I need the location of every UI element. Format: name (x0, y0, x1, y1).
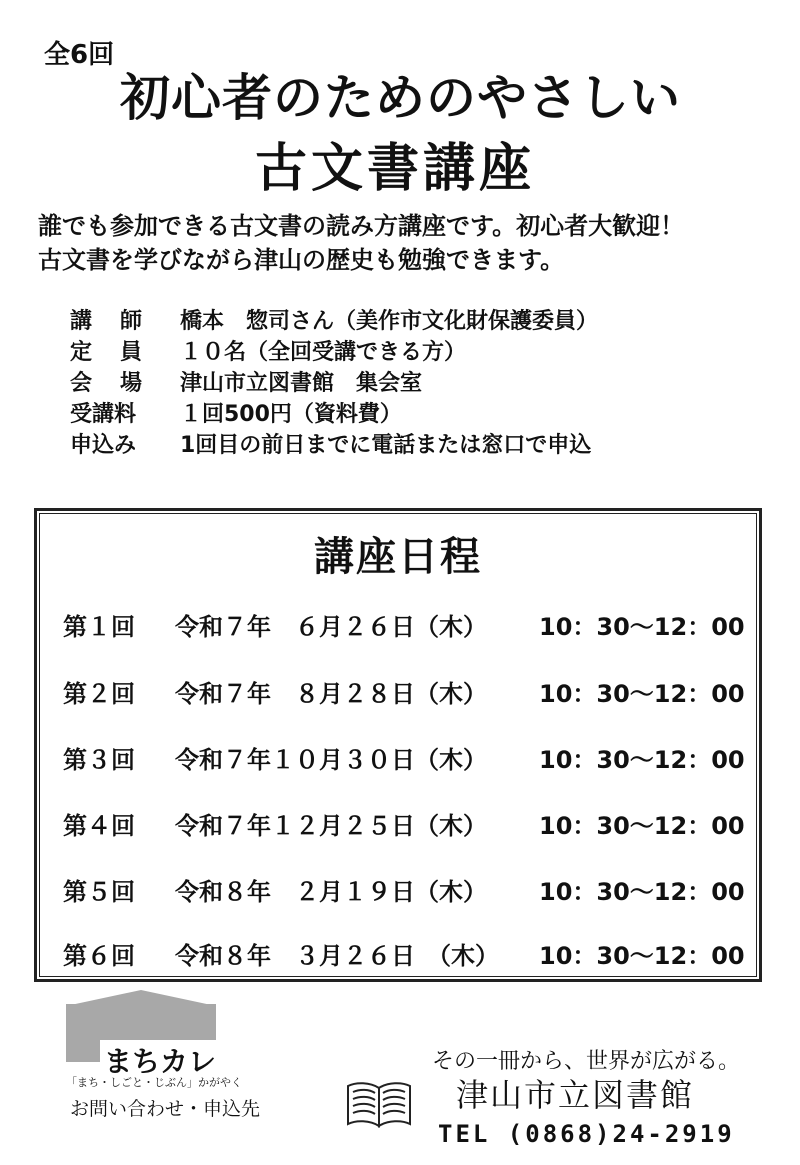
session-number: 第２回 (63, 680, 135, 708)
detail-row-instructor (70, 306, 598, 337)
logo-tagline: 「まち・しごと・じぶん」かがやく (66, 1076, 242, 1089)
course-count: 全6回 (44, 40, 115, 70)
session-date: 令和８年 ３月２６日 （木） (175, 942, 499, 970)
detail-value: 津山市立図書館 集会室 (180, 371, 423, 396)
schedule-row (63, 740, 745, 775)
session-number: 第６回 (63, 942, 135, 970)
detail-key: 会場 (70, 371, 171, 396)
detail-key: 申込み (70, 433, 137, 458)
session-number: 第５回 (63, 878, 135, 906)
session-time: 10：30～12：00 (539, 878, 745, 906)
session-date: 令和７年１２月２５日（木） (175, 812, 487, 840)
library-phone: TEL (0868)24-2919 (438, 1120, 735, 1148)
session-time: 10：30～12：00 (539, 746, 745, 774)
session-number: 第４回 (63, 812, 135, 840)
session-time: 10：30～12：00 (539, 942, 745, 970)
schedule-row (63, 806, 745, 841)
schedule-row (63, 607, 745, 642)
page-subtitle: 古文書講座 (255, 138, 536, 199)
session-date: 令和７年 ６月２６日（木） (175, 613, 487, 641)
schedule-box (34, 508, 762, 982)
session-number: 第１回 (63, 613, 135, 641)
detail-key: 受講料 (70, 402, 137, 427)
detail-row-application (70, 430, 598, 461)
session-time: 10：30～12：00 (539, 812, 745, 840)
detail-key: 定員 (70, 340, 171, 365)
schedule-row (63, 872, 745, 907)
detail-value: １回500円（資料費） (180, 402, 402, 427)
session-date: 令和７年 ８月２８日（木） (175, 680, 487, 708)
session-time: 10：30～12：00 (539, 613, 745, 641)
open-book-icon (344, 1078, 414, 1130)
details-list (70, 306, 598, 461)
page-title: 初心者のためのやさしい (120, 68, 681, 127)
logo-text: まちカレ (100, 1040, 220, 1080)
schedule-title: 講座日程 (314, 534, 482, 580)
session-date: 令和８年 ２月１９日（木） (175, 878, 487, 906)
library-slogan: その一冊から、世界が広がる。 (432, 1049, 741, 1074)
intro-line-2: 古文書を学びながら津山の歴史も勉強できます。 (38, 246, 565, 274)
inquiry-label: お問い合わせ・申込先 (70, 1098, 261, 1120)
detail-value: 1回目の前日までに電話または窓口で申込 (180, 433, 592, 458)
detail-row-fee (70, 399, 598, 430)
detail-key: 講師 (70, 309, 171, 334)
session-date: 令和７年１０月３０日（木） (175, 746, 487, 774)
session-number: 第３回 (63, 746, 135, 774)
library-name: 津山市立図書館 (456, 1076, 695, 1114)
schedule-row (63, 674, 745, 709)
detail-value: 橋本 惣司さん（美作市文化財保護委員） (180, 309, 599, 334)
session-time: 10：30～12：00 (539, 680, 745, 708)
detail-row-venue (70, 368, 598, 399)
detail-value: １０名（全回受講できる方） (180, 340, 467, 365)
detail-row-capacity (70, 337, 598, 368)
schedule-row (63, 936, 745, 971)
intro-line-1: 誰でも参加できる古文書の読み方講座です。初心者大歓迎！ (38, 212, 685, 240)
